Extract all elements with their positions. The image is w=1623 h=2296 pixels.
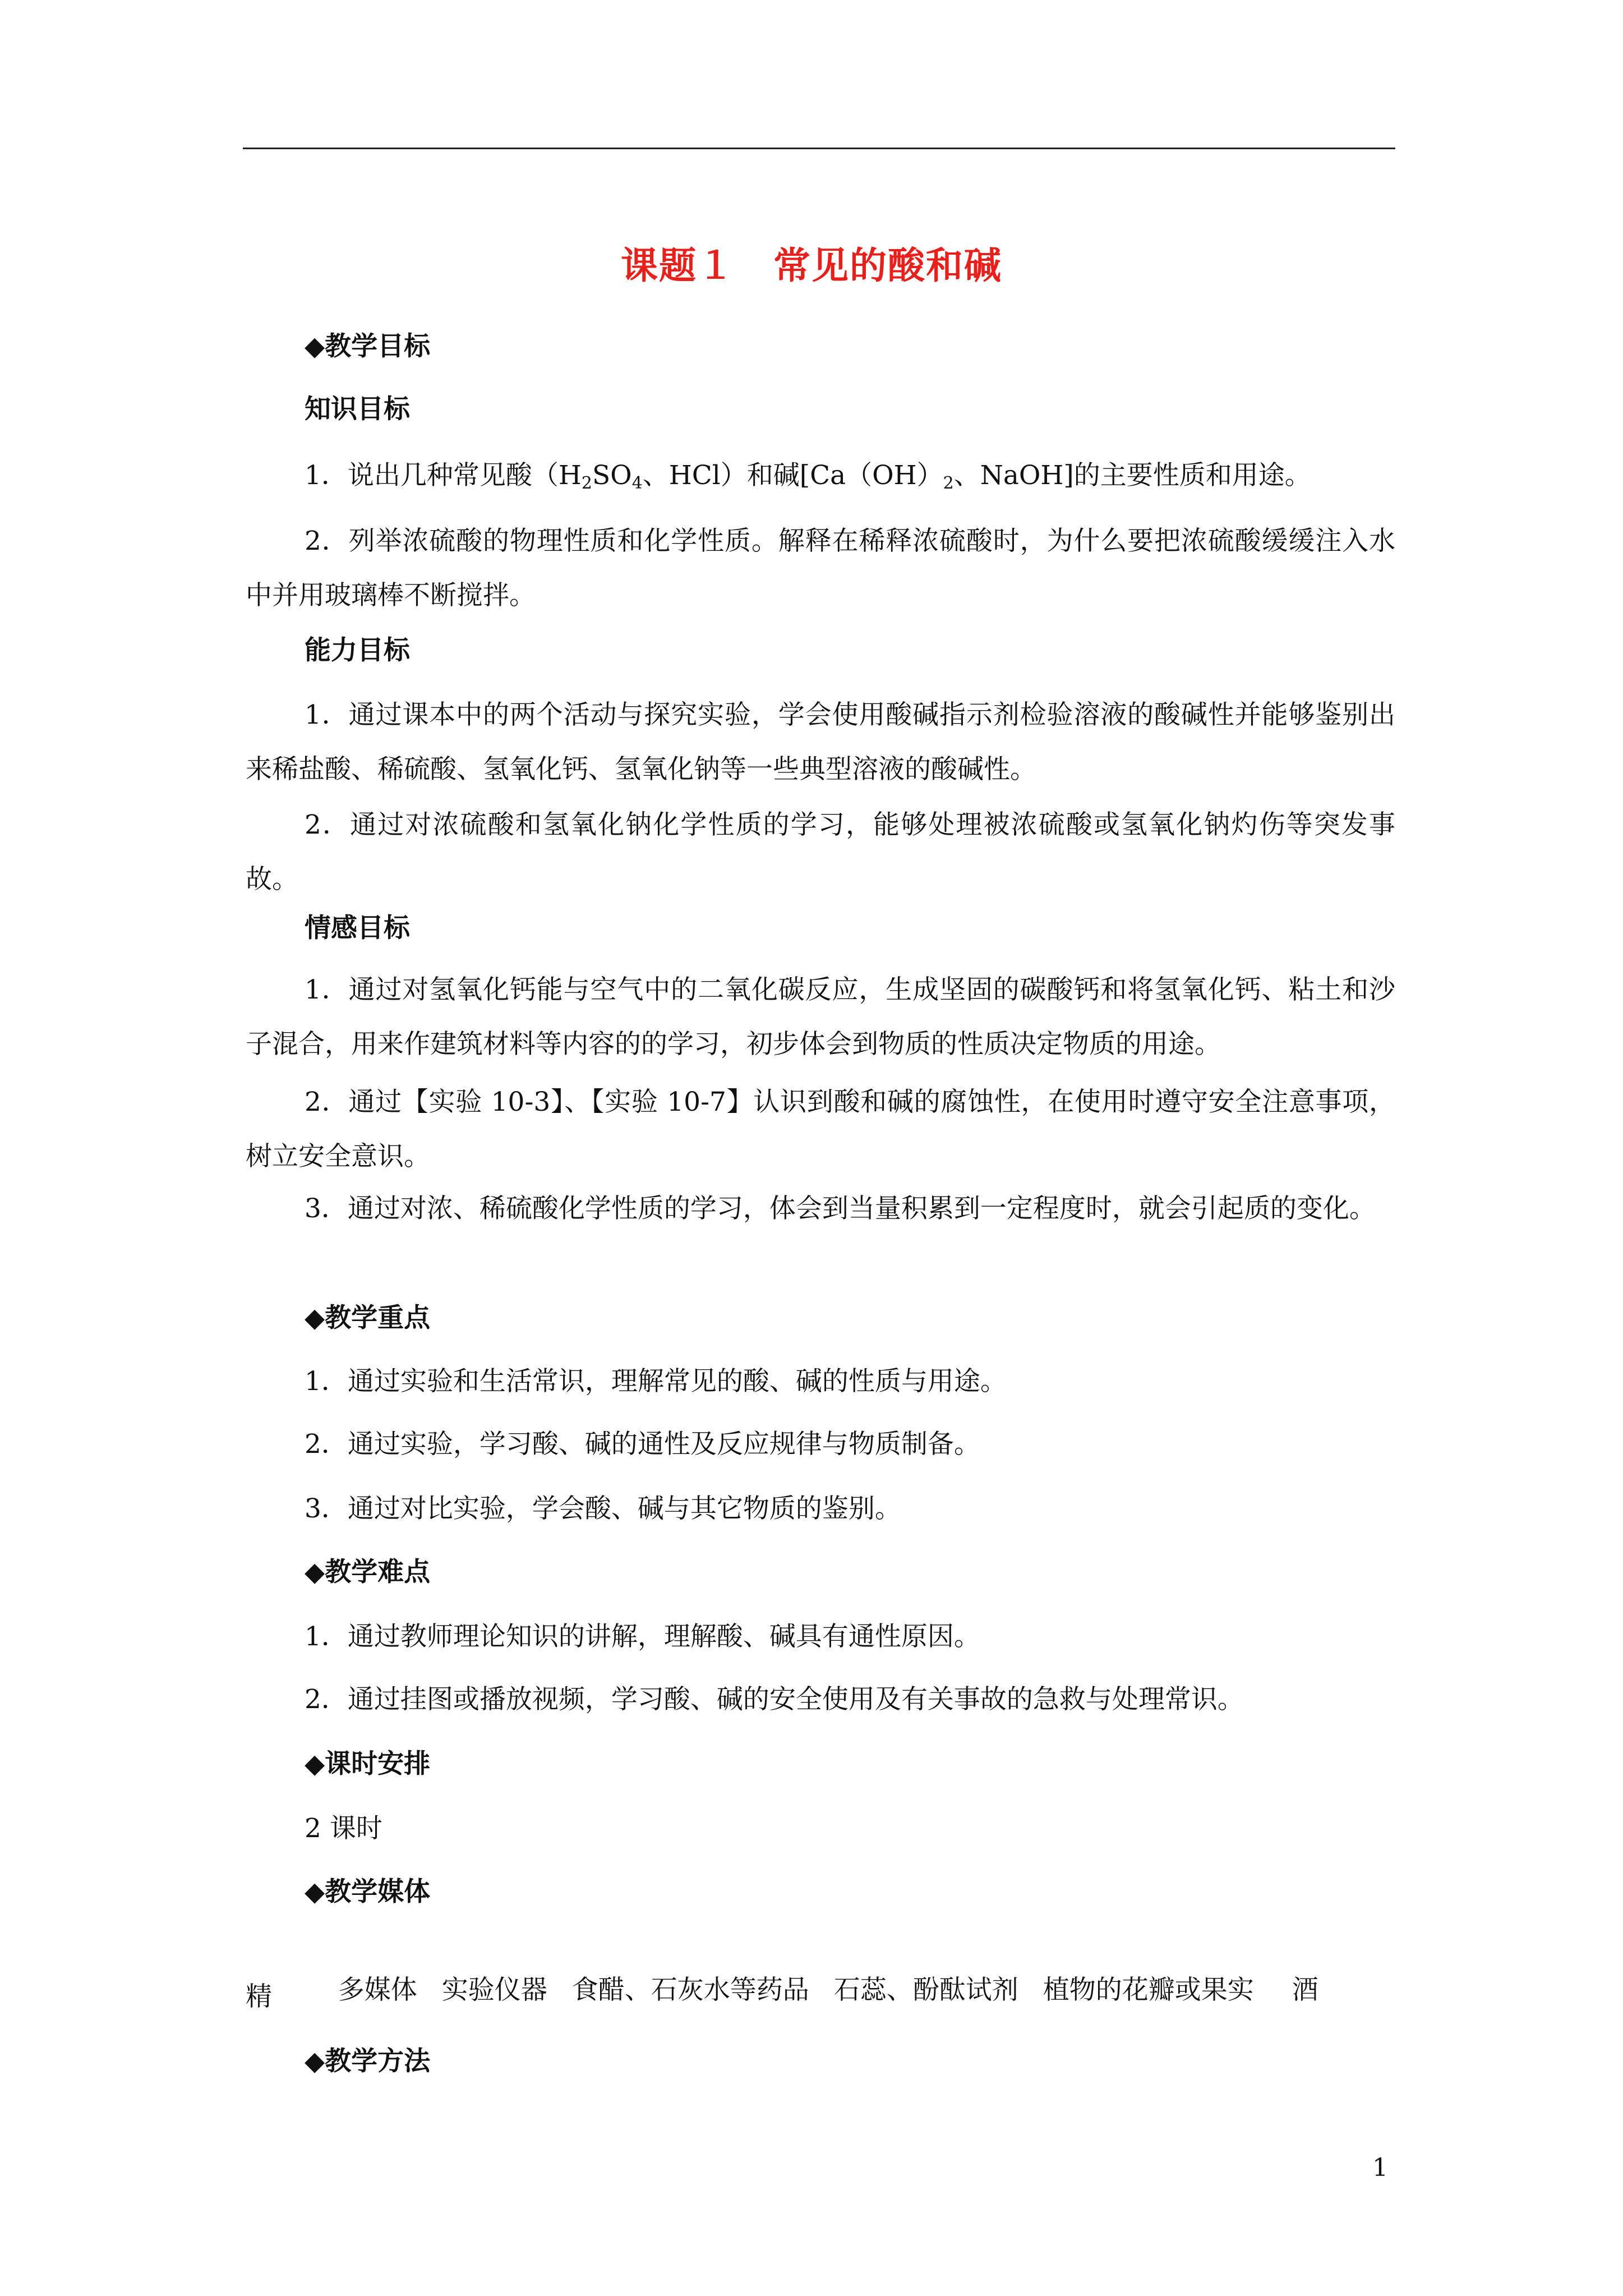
- media-list: [305, 1940, 1343, 2041]
- media-item: 食醋、石灰水等药品: [571, 1975, 809, 2005]
- k1-sub-b: 4: [631, 473, 643, 493]
- media-item: 多媒体: [338, 1975, 417, 2005]
- heading-schedule: ◆课时安排: [305, 1749, 431, 1779]
- heading-ability: 能力目标: [305, 635, 410, 666]
- k1-sub-a: 2: [581, 473, 592, 493]
- key-item-3: 3．通过对比实验，学会酸、碱与其它物质的鉴别。: [305, 1493, 901, 1524]
- heading-emotion: 情感目标: [305, 913, 410, 944]
- media-item: 植物的花瓣或果实: [1043, 1975, 1254, 2005]
- heading-method: ◆教学方法: [305, 2046, 431, 2077]
- k1-text-c: 、HCl）和碱[Ca（OH）: [642, 460, 943, 491]
- key-item-2: 2．通过实验，学习酸、碱的通性及反应规律与物质制备。: [305, 1429, 980, 1460]
- media-item: 酒: [1292, 1975, 1318, 2005]
- ability-item-2: 2．通过对浓硫酸和氢氧化钠化学性质的学习，能够处理被浓硫酸或氢氧化钠灼伤等突发事故。: [246, 809, 1395, 895]
- difficult-item-1: 1．通过教师理论知识的讲解，理解酸、碱具有通性原因。: [305, 1621, 980, 1652]
- emotion-item-3: 3．通过对浓、稀硫酸化学性质的学习，体会到当量积累到一定程度时，就会引起质的变化。: [305, 1193, 1376, 1224]
- difficult-item-2: 2．通过挂图或播放视频，学习酸、碱的安全使用及有关事故的急救与处理常识。: [305, 1684, 1244, 1715]
- heading-knowledge: 知识目标: [305, 394, 410, 425]
- media-item: 石蕊、酚酞试剂: [833, 1975, 1018, 2005]
- knowledge-item-2: 2．列举浓硫酸的物理性质和化学性质。解释在稀释浓硫酸时，为什么要把浓硫酸缓缓注入水中并用玻璃棒不断搅拌。: [246, 526, 1395, 611]
- k1-sub-c: 2: [943, 473, 954, 493]
- page-number: 1: [1372, 2154, 1388, 2182]
- knowledge-item-1: [305, 459, 1311, 500]
- media-list-wrap: 精: [246, 1981, 272, 2012]
- heading-key: ◆教学重点: [305, 1303, 431, 1333]
- k1-text-b: SO: [592, 460, 632, 491]
- schedule-value: 2 课时: [305, 1813, 382, 1844]
- heading-media: ◆教学媒体: [305, 1876, 431, 1907]
- k1-text-a: 1．说出几种常见酸（H: [305, 460, 582, 491]
- header-rule: [243, 148, 1395, 149]
- ability-item-1: 1．通过课本中的两个活动与探究实验，学会使用酸碱指示剂检验溶液的酸碱性并能够鉴别出来稀盐酸、稀硫酸、氢氧化钙、氢氧化钠等一些典型溶液的酸碱性。: [246, 700, 1395, 785]
- key-item-1: 1．通过实验和生活常识，理解常见的酸、碱的性质与用途。: [305, 1366, 1007, 1397]
- k1-text-d: 、NaOH]的主要性质和用途。: [953, 460, 1311, 491]
- emotion-item-2: 2．通过【实验 10-3】、【实验 10-7】认识到酸和碱的腐蚀性，在使用时遵守安全注意事项，树立安全意识。: [246, 1087, 1395, 1172]
- page-title: 课题１ 常见的酸和碱: [621, 244, 1002, 287]
- media-item: 实验仪器: [441, 1975, 547, 2005]
- emotion-item-1: 1．通过对氢氧化钙能与空气中的二氧化碳反应，生成坚固的碳酸钙和将氢氧化钙、粘土和沙子混合，用来作建筑材料等内容的的学习，初步体会到物质的性质决定物质的用途。: [246, 974, 1395, 1060]
- heading-difficult: ◆教学难点: [305, 1557, 431, 1588]
- heading-goals: ◆教学目标: [305, 331, 431, 362]
